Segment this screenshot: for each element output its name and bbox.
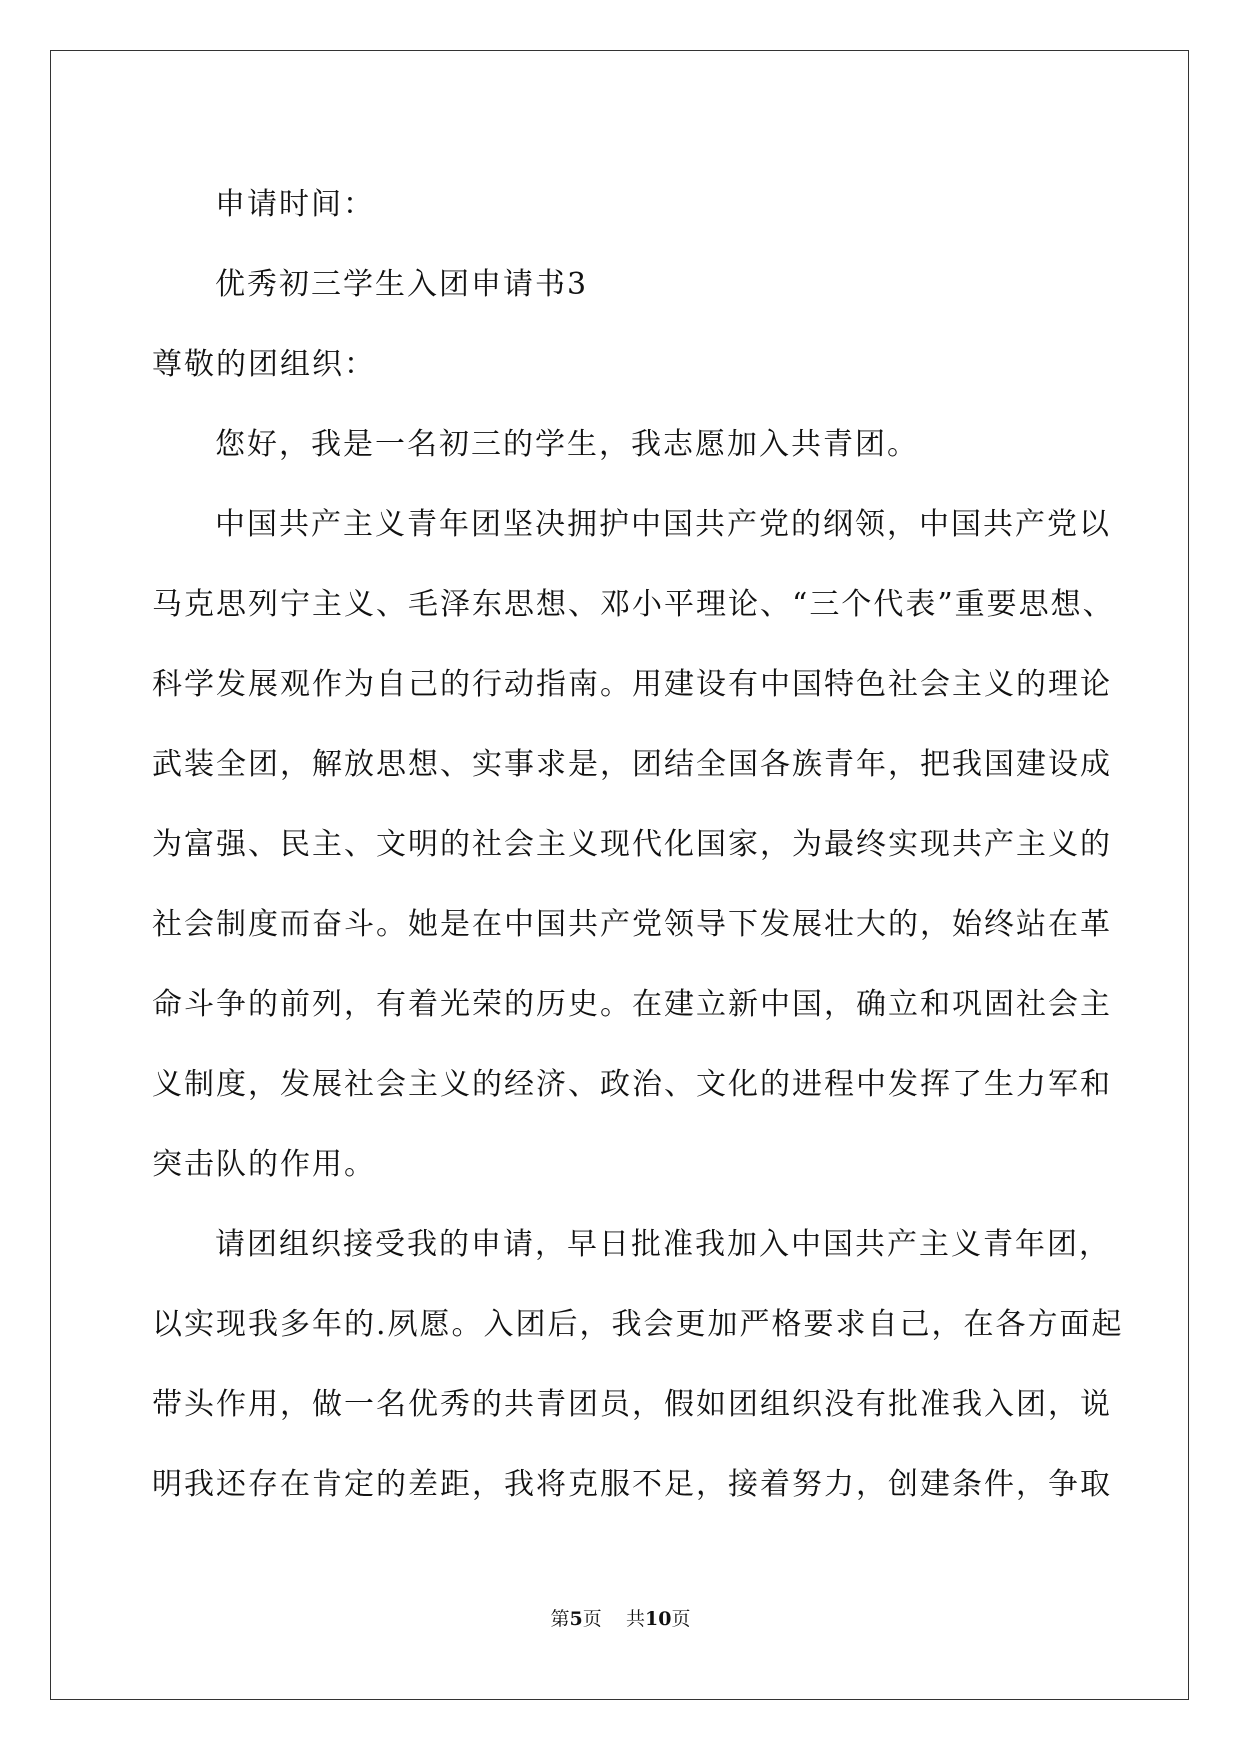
page-prefix: 第 (550, 1608, 570, 1630)
paragraph-line: 科学发展观作为自己的行动指南。用建设有中国特色社会主义的理论 (152, 667, 1112, 702)
paragraph-line: 武装全团，解放思想、实事求是，团结全国各族青年，把我国建设成 (152, 747, 1112, 782)
paragraph-line: 社会制度而奋斗。她是在中国共产党领导下发展壮大的，始终站在革 (152, 907, 1112, 942)
paragraph-line: 为富强、民主、文明的社会主义现代化国家，为最终实现共产主义的 (152, 827, 1112, 862)
page-footer (0, 1604, 1241, 1631)
page-number: 5 (569, 1608, 583, 1630)
paragraph-line: 马克思列宁主义、毛泽东思想、邓小平理论、“三个代表”重要思想、 (152, 587, 1115, 622)
total-pages: 10 (644, 1608, 672, 1630)
document-body (152, 165, 1124, 1525)
paragraph-line: 命斗争的前列，有着光荣的历史。在建立新中国，确立和巩固社会主 (152, 987, 1112, 1022)
paragraph-line: 请团组织接受我的申请，早日批准我加入中国共产主义青年团， (215, 1227, 1111, 1262)
paragraph-line: 义制度，发展社会主义的经济、政治、文化的进程中发挥了生力军和 (152, 1067, 1112, 1102)
paragraph-line: 以实现我多年的.夙愿。入团后，我会更加严格要求自己，在各方面起 (152, 1307, 1124, 1342)
paragraph-line: 突击队的作用。 (152, 1147, 376, 1182)
paragraph-line: 您好，我是一名初三的学生，我志愿加入共青团。 (215, 427, 919, 462)
paragraph-line: 中国共产主义青年团坚决拥护中国共产党的纲领，中国共产党以 (215, 507, 1111, 542)
paragraph-line: 明我还存在肯定的差距，我将克服不足，接着努力，创建条件，争取 (152, 1467, 1112, 1502)
total-suffix: 页 (671, 1608, 691, 1630)
section-heading: 优秀初三学生入团申请书3 (215, 267, 589, 302)
paragraph-line: 带头作用，做一名优秀的共青团员，假如团组织没有批准我入团，说 (152, 1387, 1112, 1422)
page-suffix: 页 (582, 1608, 602, 1630)
application-date-line: 申请时间： (215, 187, 375, 222)
salutation: 尊敬的团组织： (152, 347, 376, 382)
total-prefix: 共 (625, 1608, 645, 1630)
